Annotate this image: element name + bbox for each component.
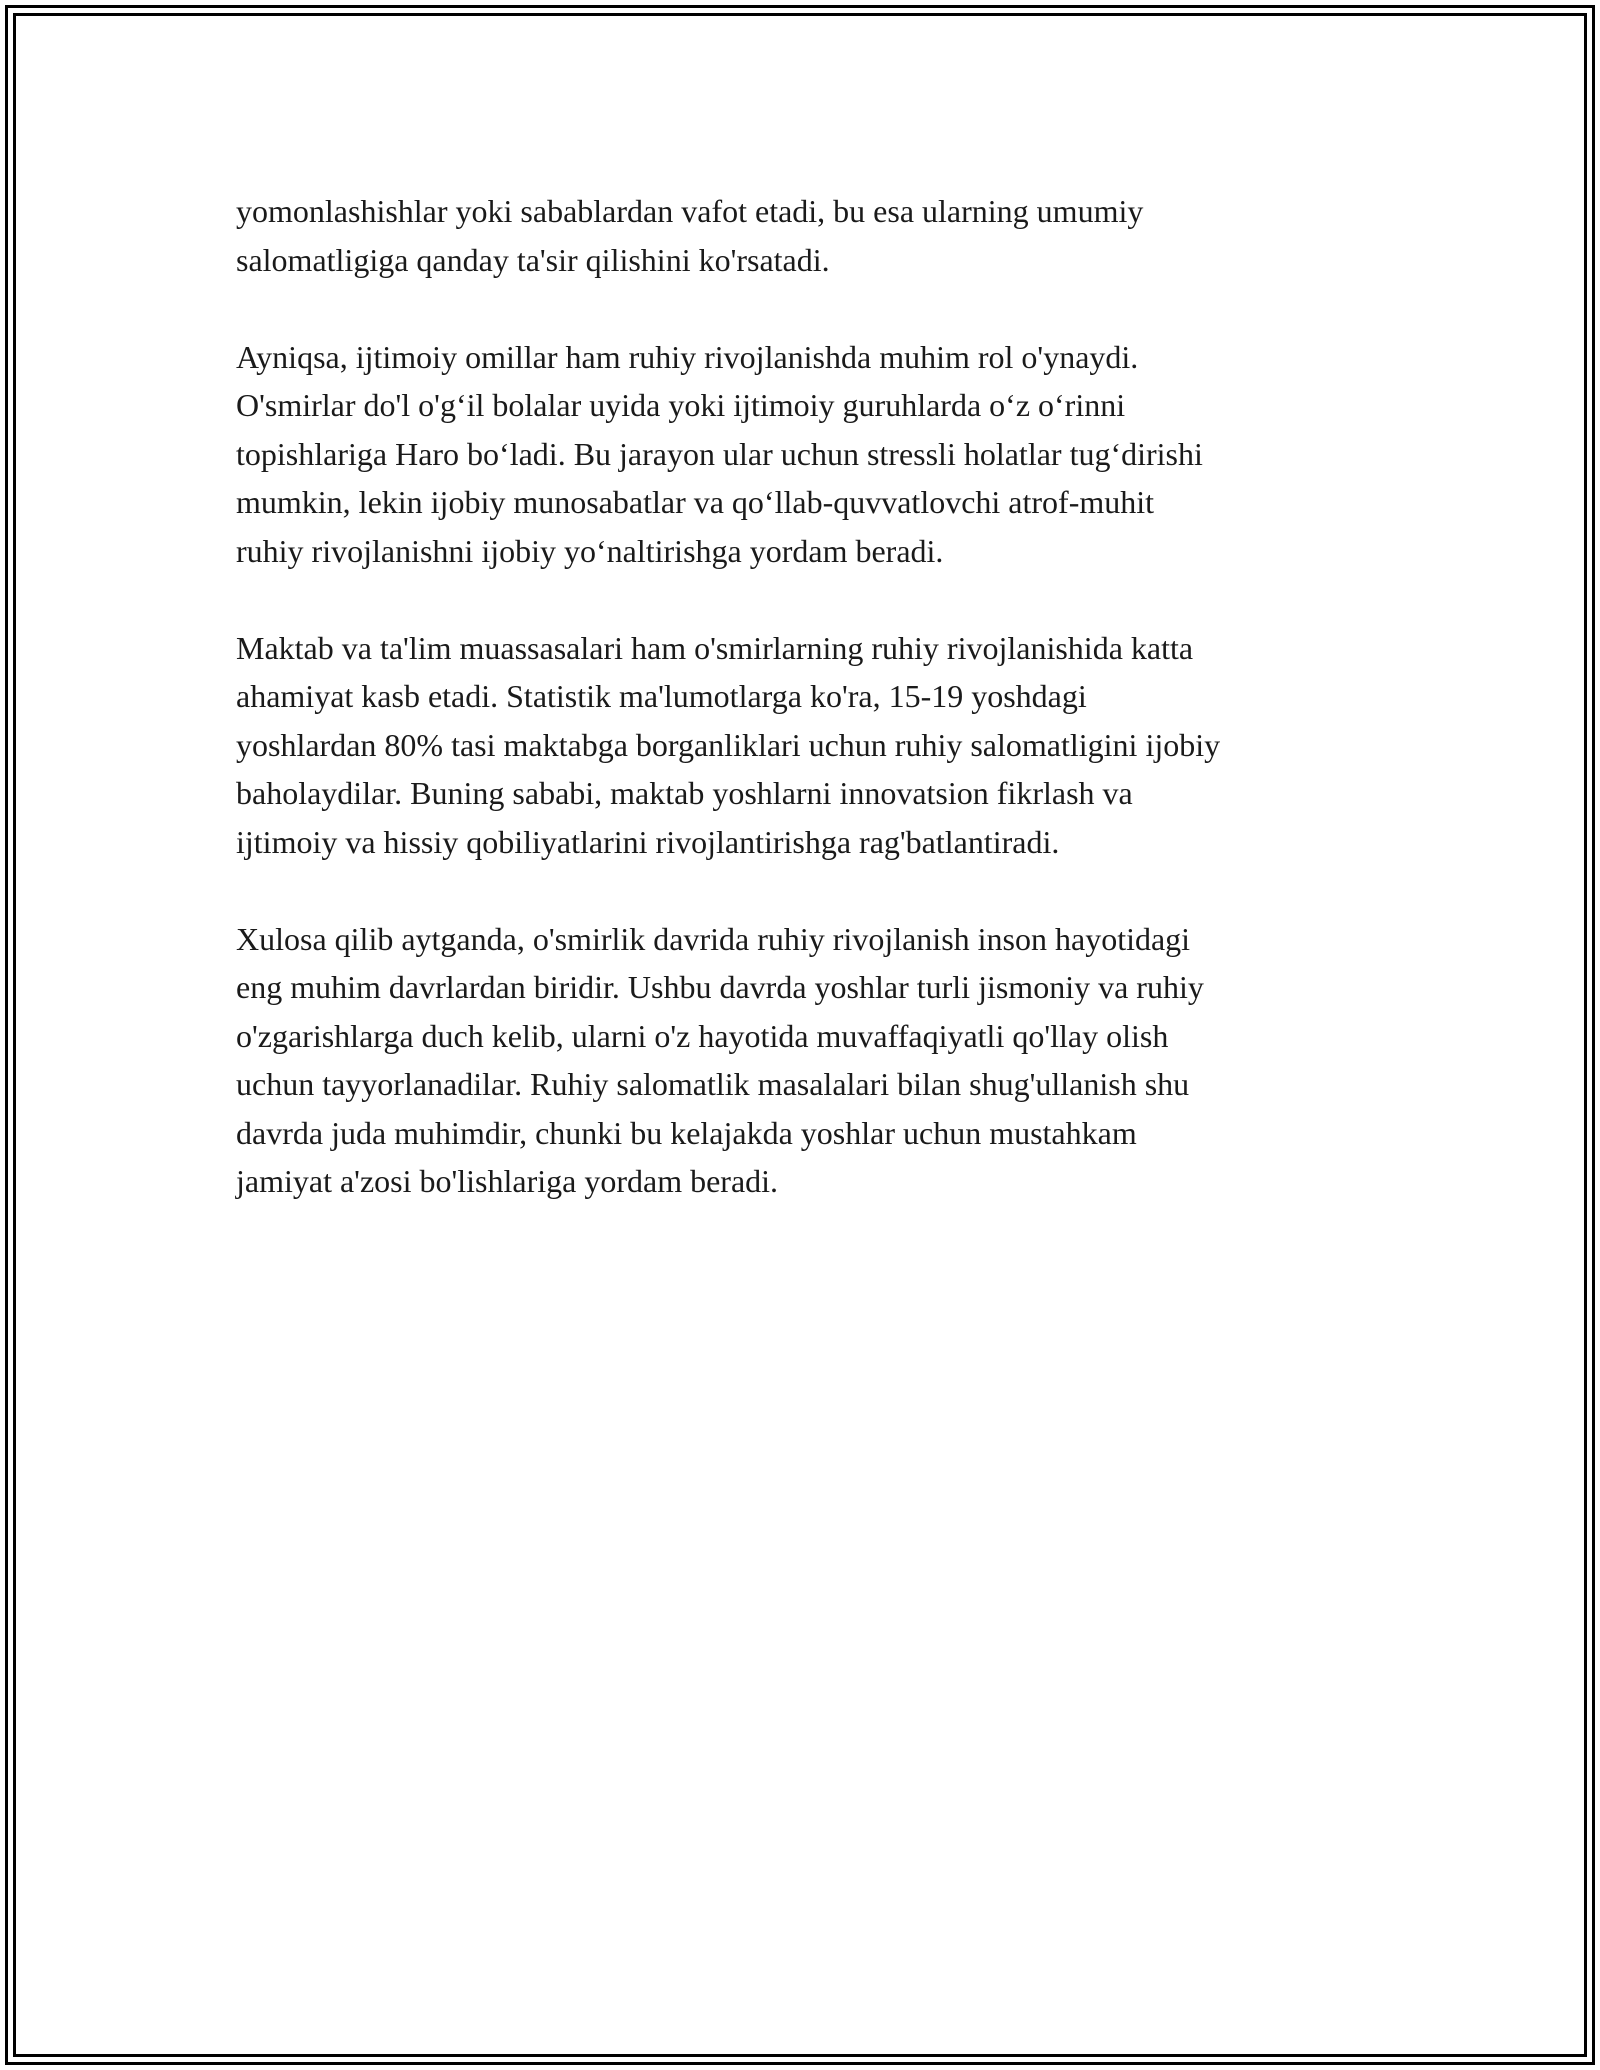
text-line: ruhiy rivojlanishni ijobiy yo‘naltirishga yordam beradi. [236,532,944,569]
text-line: ijtimoiy va hissiy qobiliyatlarini rivojlantirishga rag'batlantiradi. [236,823,1060,860]
text-line: yomonlashishlar yoki sabablardan vafot etadi, bu esa ularning umumiy [236,193,1144,229]
text-line: uchun tayyorlanadilar. Ruhiy salomatlik masalalari bilan shug'ullanish shu [236,1066,1190,1102]
text-line: salomatligiga qanday ta'sir qilishini ko'rsatadi. [236,241,830,278]
text-line: Maktab va ta'lim muassasalari ham o'smirlarning ruhiy rivojlanishida katta [236,629,1194,666]
document-body [236,187,1396,1254]
text-line: mumkin, lekin ijobiy munosabatlar va qo‘llab-quvvatlovchi atrof-muhit [236,484,1155,520]
text-line: baholaydilar. Buning sababi, maktab yoshlarni innovatsion fikrlash va [236,775,1133,811]
text-line: O'smirlar do'l o'g‘il bolalar uyida yoki ijtimoiy guruhlarda o‘z o‘rinni [236,387,1126,423]
text-line: ahamiyat kasb etadi. Statistik ma'lumotlarga ko'ra, 15-19 yoshdagi [236,678,1087,714]
text-line: Xulosa qilib aytganda, o'smirlik davrida ruhiy rivojlanish inson hayotidagi [236,920,1191,957]
paragraph-1 [236,187,1396,284]
text-line: davrda juda muhimdir, chunki bu kelajakda yoshlar uchun mustahkam [236,1114,1137,1151]
text-line: o'zgarishlarga duch kelib, ularni o'z hayotida muvaffaqiyatli qo'llay olish [236,1017,1169,1054]
paragraph-4 [236,915,1396,1206]
text-line: Ayniqsa, ijtimoiy omillar ham ruhiy rivojlanishda muhim rol o'ynaydi. [236,338,1139,375]
text-line: topishlariga Haro bo‘ladi. Bu jarayon ular uchun stressli holatlar tug‘dirishi [236,435,1203,472]
text-line: jamiyat a'zosi bo'lishlariga yordam beradi. [236,1163,779,1199]
paragraph-3 [236,624,1396,867]
text-line: eng muhim davrlardan biridir. Ushbu davrda yoshlar turli jismoniy va ruhiy [236,969,1204,1005]
text-line: yoshlardan 80% tasi maktabga borganliklari uchun ruhiy salomatligini ijobiy [236,726,1221,763]
paragraph-2 [236,333,1396,576]
